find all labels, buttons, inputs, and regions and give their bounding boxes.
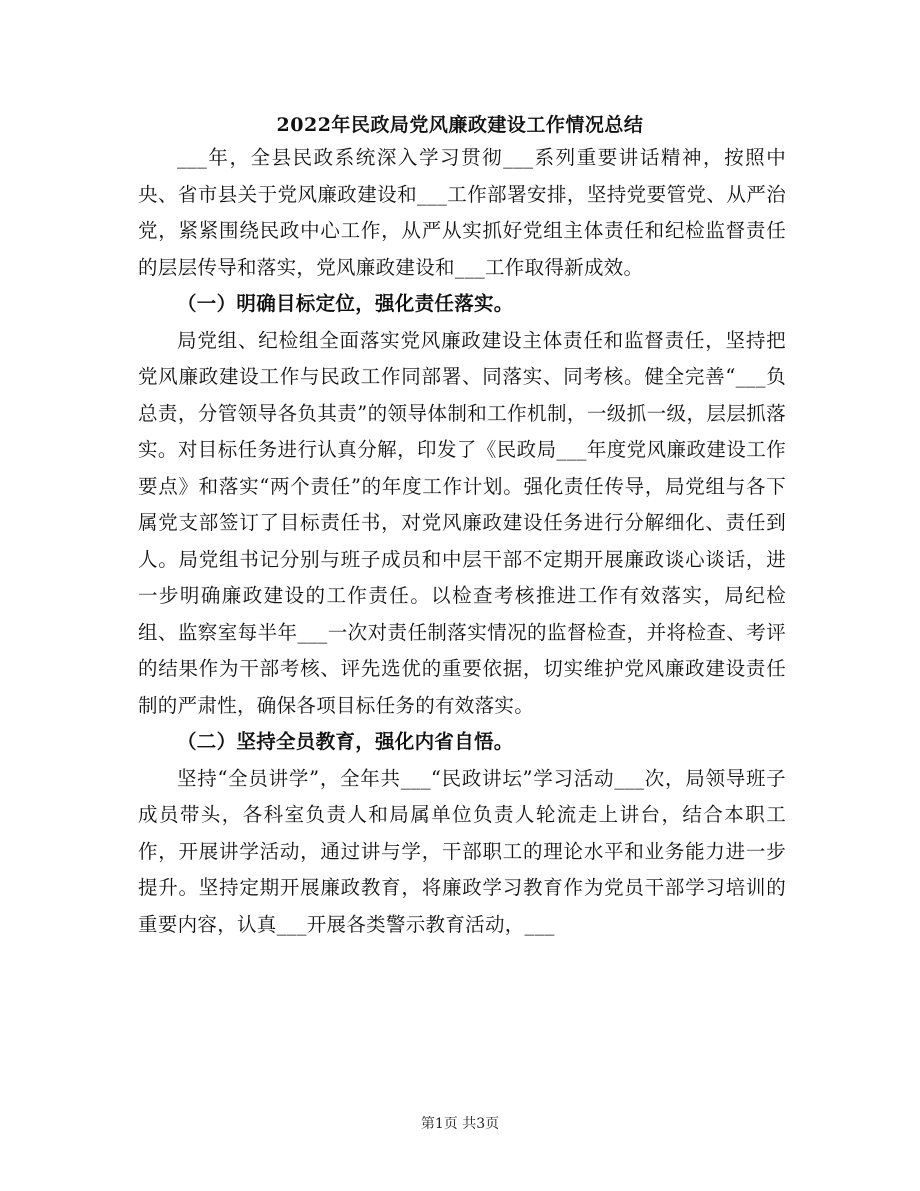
section-2-paragraph: 坚持“全员讲学”，全年共___“民政讲坛”学习活动___次，局领导班子成员带头，各科室负责人和局属单位负责人轮流走上讲台，结合本职工作，开展讲学活动，通过讲与学，干部职工的理论水平和业务能力进一步提升。坚持定期开展廉政教育，将廉政学习教育作为党员干部学习培训的重要内容，认真___开展各类警示教育活动，___ (138, 766, 786, 936)
section-heading-2: （二）坚持全员教育，强化内省自悟。 (177, 730, 514, 753)
section-heading-1: （一）明确目标定位，强化责任落实。 (177, 292, 514, 315)
document-body (138, 140, 786, 943)
intro-paragraph: ___年，全县民政系统深入学习贯彻___系列重要讲话精神，按照中央、省市县关于党风廉政建设和___工作部署安排，坚持党要管党、从严治党，紧紧围绕民政中心工作，从严从实抓好党组主体责任和纪检监督责任的层层传导和落实，党风廉政建设和___工作取得新成效。 (138, 146, 786, 279)
page-number-footer: 第1页 共3页 (420, 1116, 500, 1132)
section-1-paragraph: 局党组、纪检组全面落实党风廉政建设主体责任和监督责任，坚持把党风廉政建设工作与民政工作同部署、同落实、同考核。健全完善“___负总责，分管领导各负其责”的领导体制和工作机制，一级抓一级，层层抓落实。对目标任务进行认真分解，印发了《民政局___年度党风廉政建设工作要点》和落实“两个责任”的年度工作计划。强化责任传导，局党组与各下属党支部签订了目标责任书，对党风廉政建设任务进行分解细化、责任到人。局党组书记分别与班子成员和中层干部不定期开展廉政谈心谈话，进一步明确廉政建设的工作责任。以检查考核推进工作有效落实，局纪检组、监察室每半年___一次对责任制落实情况的监督检查，并将检查、考评的结果作为干部考核、评先选优的重要依据，切实维护党风廉政建设责任制的严肃性，确保各项目标任务的有效落实。 (138, 328, 786, 717)
document-title: 2022年民政局党风廉政建设工作情况总结 (276, 114, 644, 136)
